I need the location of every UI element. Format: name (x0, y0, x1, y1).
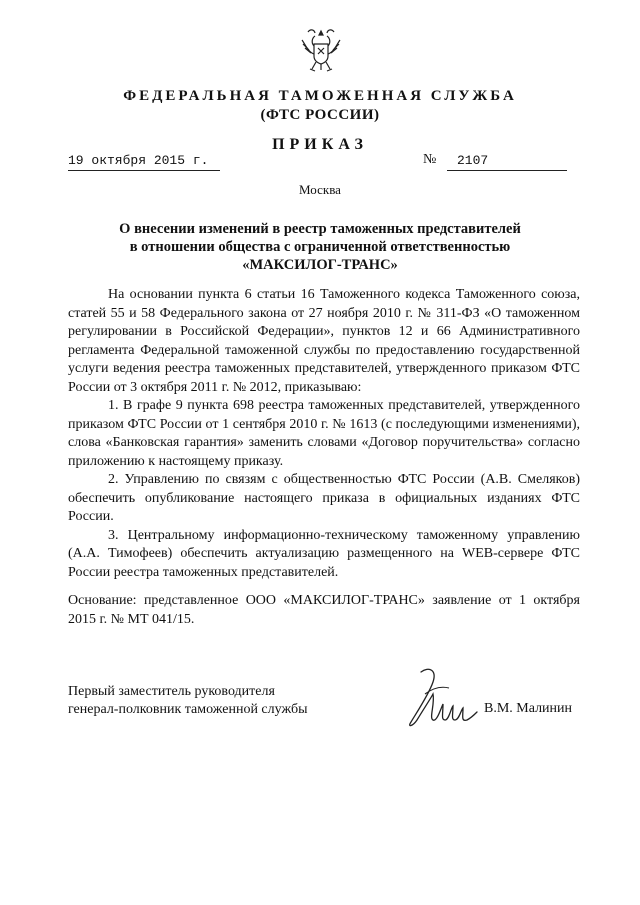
order-title (100, 220, 540, 274)
order-number-label: № (423, 152, 437, 167)
order-date: 19 октября 2015 г. (68, 153, 209, 168)
agency-short-name: (ФТС РОССИИ) (260, 107, 380, 123)
signatory-name: В.М. Малинин (484, 701, 573, 716)
order-item-1: 1. В графе 9 пункта 698 реестра таможенных представителей, утвержденного приказом ФТС России от 1 сентября 2010 г. № 1613 (с последующими изменениями), слова «Банковская гарантия» заменить словами «Договор поручительства» согласно приложению к настоящему приказу. (68, 398, 580, 469)
spacer (68, 582, 580, 592)
basis-paragraph: Основание: представленное ООО «МАКСИЛОГ-ТРАНС» заявление от 1 октября 2015 г. № МТ 041/15. (68, 593, 580, 627)
coat-of-arms-icon (300, 28, 342, 72)
order-number: 2107 (457, 153, 489, 168)
position-line: Первый заместитель руководителя (68, 684, 275, 699)
title-line: в отношении общества с ограниченной ответственностью (129, 239, 511, 255)
order-item-2: 2. Управлению по связям с общественностью ФТС России (А.В. Смеляков) обеспечить опубликование настоящего приказа в официальных изданиях ФТС России. (68, 472, 580, 524)
number-underline (447, 170, 567, 171)
preamble-paragraph: На основании пункта 6 статьи 16 Таможенного кодекса Таможенного союза, статей 55 и 58 Федерального закона от 27 ноября 2010 г. № 311-ФЗ «О таможенном регулировании в Российской Федерации», пунктов 12 и 66 Административного регламента Федеральной таможенной службы по предоставлению государственной услуги ведения реестра таможенных представителей, утвержденного приказом ФТС России от 3 октября 2011 г. № 2012, приказываю: (68, 287, 580, 395)
position-line: генерал-полковник таможенной службы (68, 702, 308, 717)
handwritten-signature (403, 664, 483, 734)
title-line: «МАКСИЛОГ-ТРАНС» (242, 257, 398, 273)
date-underline (68, 170, 220, 171)
order-item-3: 3. Центральному информационно-техническому таможенному управлению (А.А. Тимофеев) обеспечить актуализацию размещенного на WEB-сервере ФТС России реестра таможенных представителей. (68, 527, 580, 580)
city: Москва (299, 182, 341, 197)
title-line: О внесении изменений в реестр таможенных представителей (119, 221, 521, 237)
document-type-heading: ПРИКАЗ (272, 136, 368, 153)
order-body (68, 286, 580, 629)
signatory-position (68, 683, 307, 719)
agency-name: ФЕДЕРАЛЬНАЯ ТАМОЖЕННАЯ СЛУЖБА (123, 88, 517, 104)
